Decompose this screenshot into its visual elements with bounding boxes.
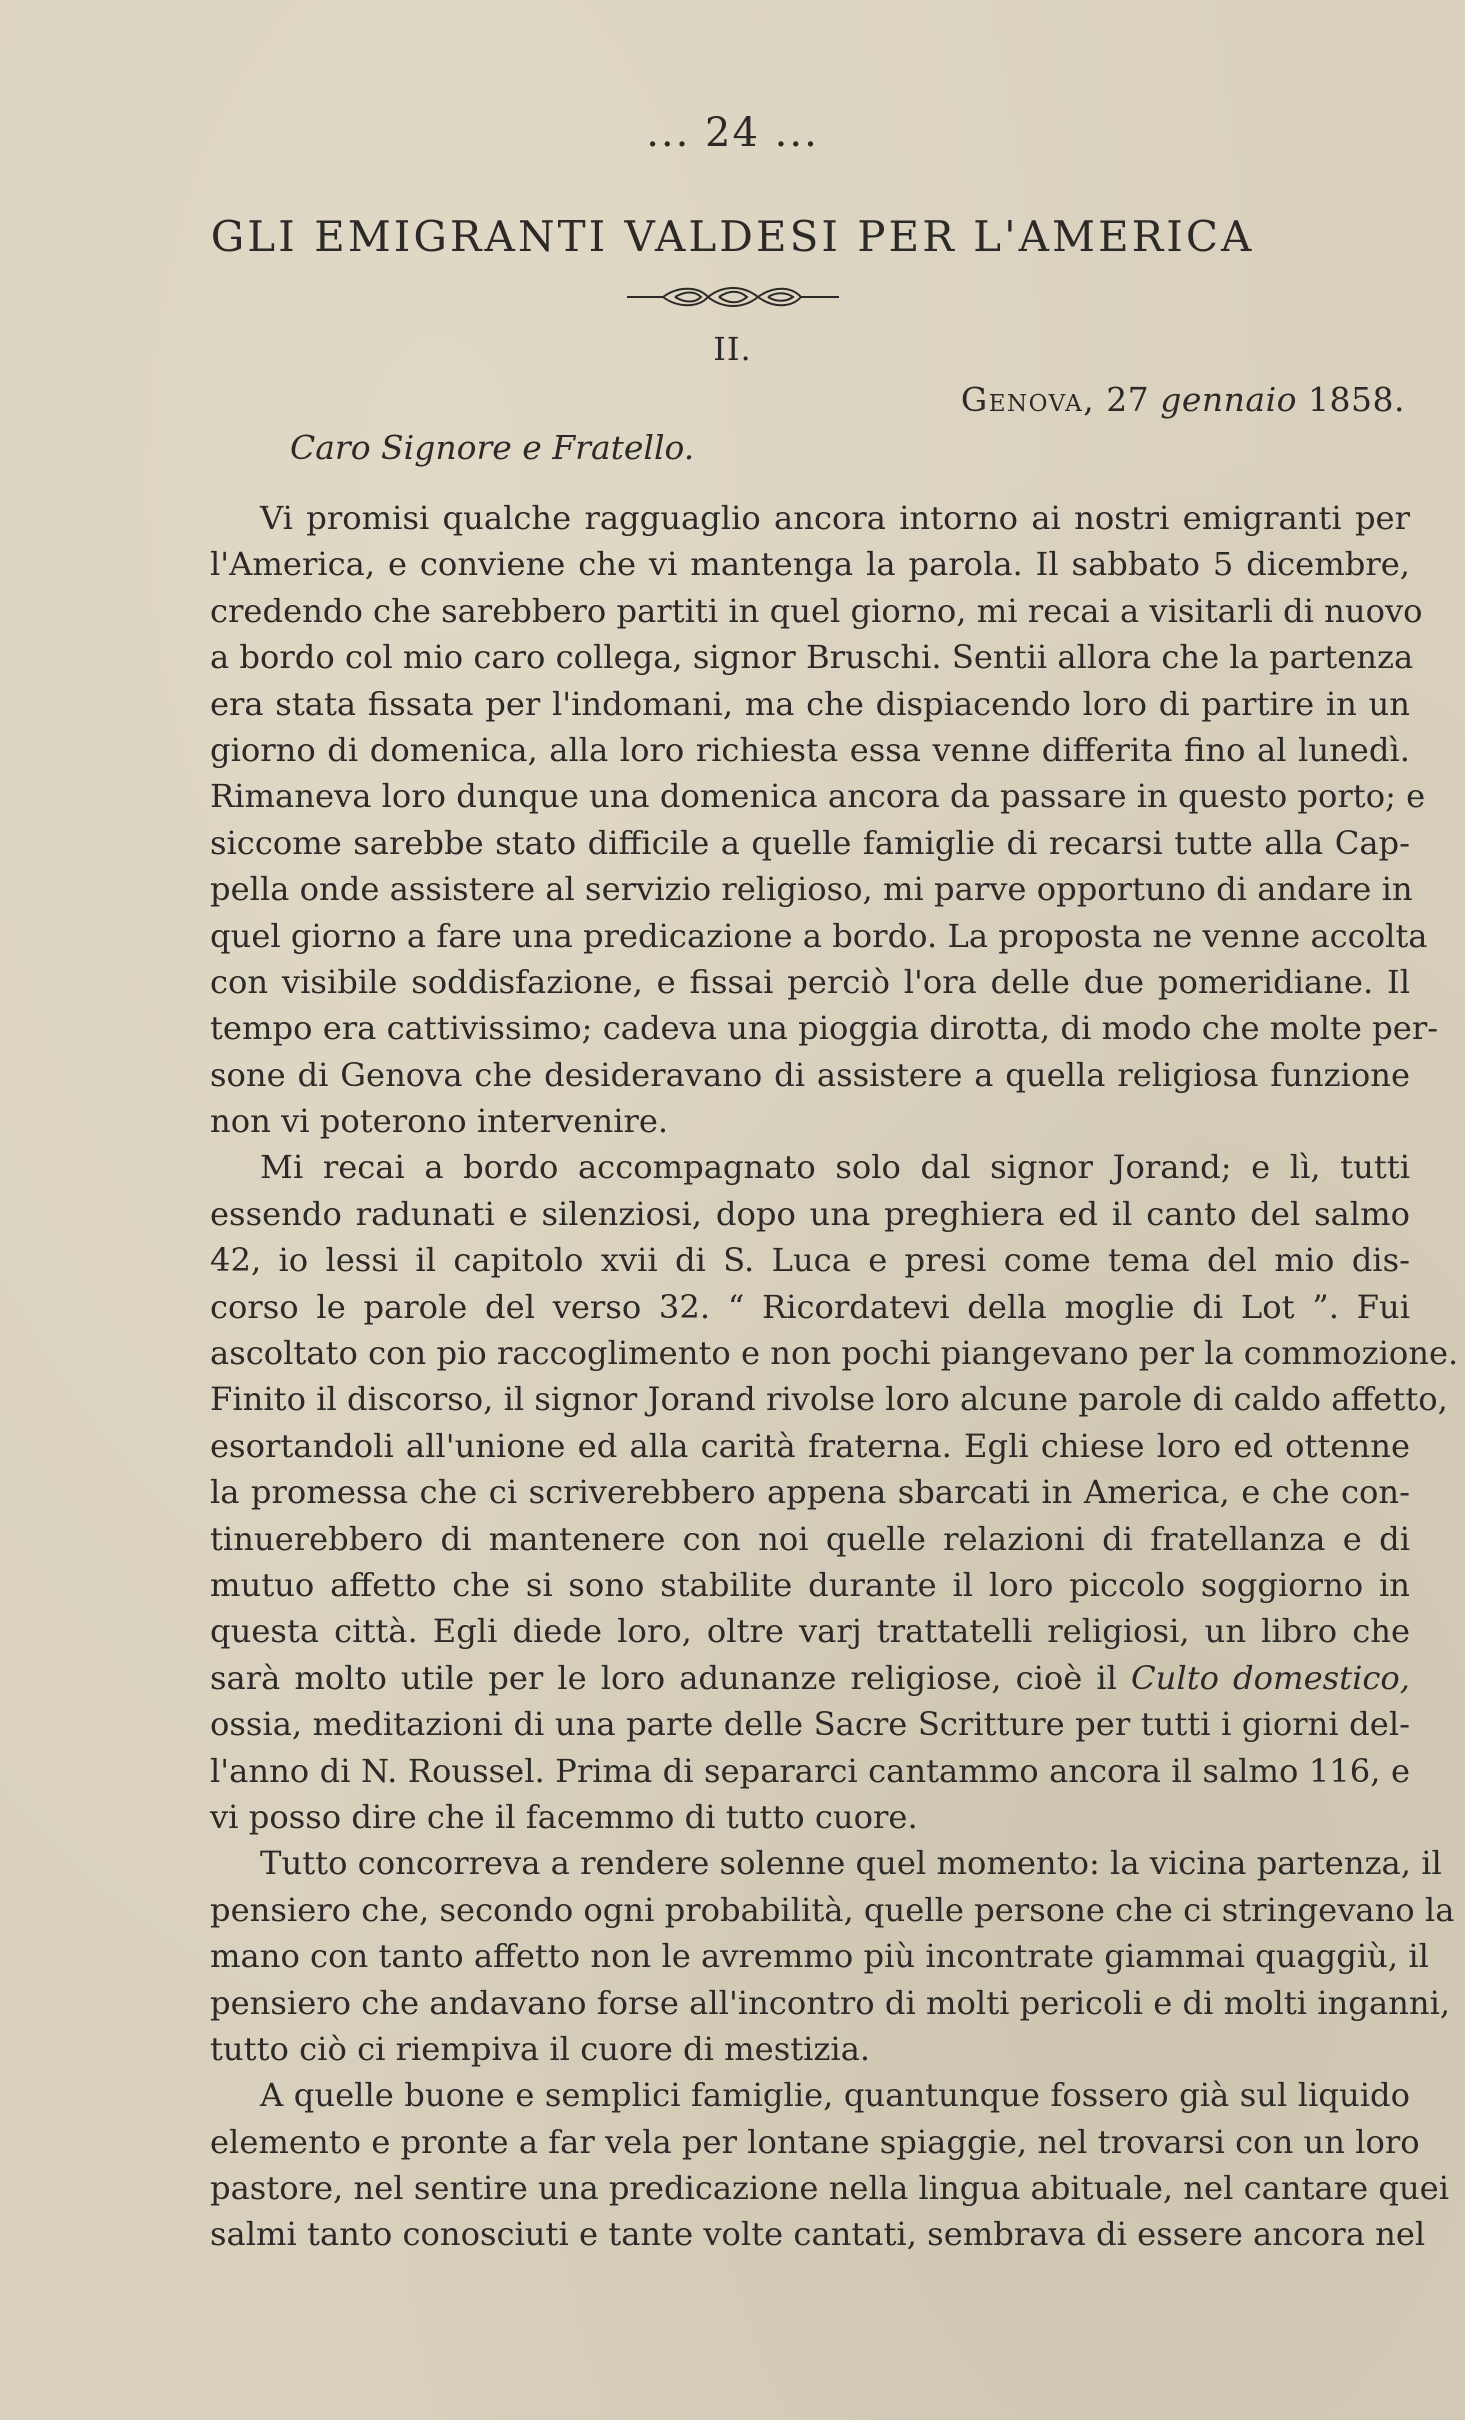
text-line: corso le parole del verso 32. “ Ricordatevi della moglie di Lot ”. Fui (210, 1287, 1410, 1326)
text-line: tinuerebbero di mantenere con noi quelle relazioni di fratellanza e di (210, 1519, 1410, 1558)
text-line: credendo che sarebbero partiti in quel giorno, mi recai a visitarli di nuovo (210, 591, 1423, 630)
text-line: mutuo affetto che si sono stabilite durante il loro piccolo soggiorno in (210, 1565, 1410, 1604)
dateline-place: Genova, (960, 380, 1096, 419)
text-line: non vi poterono intervenire. (210, 1102, 669, 1141)
text-line: pella onde assistere al servizio religioso, mi parve opportuno di andare in (210, 870, 1413, 909)
dateline-day: 27 (1106, 380, 1150, 419)
page-number: ... 24 ... (646, 110, 819, 156)
text-fragment: sarà molto utile per le loro adunanze religiose, cioè il (210, 1658, 1117, 1697)
text-line: l'America, e conviene che vi mantenga la parola. Il sabbato 5 dicembre, (210, 545, 1410, 584)
text-line: A quelle buone e semplici famiglie, quantunque fossero già sul liquido (260, 2076, 1410, 2115)
text-line: esortandoli all'unione ed alla carità fraterna. Egli chiese loro ed ottenne (210, 1426, 1410, 1465)
section-number: II. (713, 330, 752, 368)
text-line: questa città. Egli diede loro, oltre varj trattatelli religiosi, un libro che (210, 1612, 1410, 1651)
dateline-month: gennaio (1160, 380, 1298, 419)
text-line: Rimaneva loro dunque una domenica ancora da passare in questo porto; e (210, 777, 1426, 816)
text-line: la promessa che ci scriverebbero appena sbarcati in America, e che con- (210, 1473, 1410, 1512)
text-line: pensiero che, secondo ogni probabilità, quelle persone che ci stringevano la (210, 1890, 1455, 1929)
text-line: pastore, nel sentire una predicazione nella lingua abituale, nel cantare quei (210, 2169, 1450, 2208)
text-line: era stata fissata per l'indomani, ma che dispiacendo loro di partire in un (210, 684, 1410, 723)
flourish-ornament-icon (0, 282, 1465, 312)
text-line: 42, io lessi il capitolo xvii di S. Luca e presi come tema del mio dis- (210, 1241, 1410, 1280)
text-line: siccome sarebbe stato difficile a quelle famiglie di recarsi tutte alla Cap- (210, 823, 1410, 862)
text-line: tutto ciò ci riempiva il cuore di mestizia. (210, 2029, 871, 2068)
text-line: pensiero che andavano forse all'incontro di molti pericoli e di molti inganni, (210, 1983, 1451, 2022)
text-line: vi posso dire che il facemmo di tutto cuore. (210, 1797, 918, 1836)
text-line: tempo era cattivissimo; cadeva una pioggia dirotta, di modo che molte per- (210, 1009, 1439, 1048)
text-line: l'anno di N. Roussel. Prima di separarci cantammo ancora il salmo 116, e (210, 1751, 1410, 1790)
text-line: quel giorno a fare una predicazione a bordo. La proposta ne venne accolta (210, 916, 1428, 955)
text-line: sone di Genova che desideravano di assistere a quella religiosa funzione (210, 1055, 1410, 1094)
text-line-with-italic (210, 1655, 1410, 1701)
text-line: mano con tanto affetto non le avremmo più incontrate giammai quaggiù, il (210, 1937, 1429, 1976)
text-line: Mi recai a bordo accompagnato solo dal signor Jorand; e lì, tutti (260, 1148, 1410, 1187)
dateline (961, 380, 1405, 419)
text-line: Finito il discorso, il signor Jorand rivolse loro alcune parole di caldo affetto, (210, 1380, 1448, 1419)
text-line: salmi tanto conosciuti e tante volte cantati, sembrava di essere ancora nel (210, 2215, 1426, 2254)
text-line: ossia, meditazioni di una parte delle Sacre Scritture per tutti i giorni del- (210, 1705, 1410, 1744)
dateline-year: 1858. (1308, 380, 1405, 419)
salutation: Caro Signore e Fratello. (290, 428, 695, 467)
text-line: con visibile soddisfazione, e fissai perciò l'ora delle due pomeridiane. Il (210, 962, 1410, 1001)
article-title: GLI EMIGRANTI VALDESI PER L'AMERICA (210, 212, 1255, 261)
text-line: Vi promisi qualche ragguaglio ancora intorno ai nostri emigranti per (260, 499, 1410, 537)
text-line: ascoltato con pio raccoglimento e non pochi piangevano per la commozione. (210, 1334, 1459, 1373)
text-line: essendo radunati e silenziosi, dopo una preghiera ed il canto del salmo (210, 1194, 1410, 1233)
text-line: elemento e pronte a far vela per lontane spiaggie, nel trovarsi con un loro (210, 2122, 1420, 2161)
text-line: Tutto concorreva a rendere solenne quel momento: la vicina partenza, il (260, 1844, 1442, 1883)
text-line: a bordo col mio caro collega, signor Bruschi. Sentii allora che la partenza (210, 638, 1414, 677)
italic-book-title: Culto domestico, (1131, 1658, 1410, 1697)
body-text (210, 495, 1459, 2258)
text-line: giorno di domenica, alla loro richiesta essa venne differita fino al lunedì. (210, 730, 1410, 769)
